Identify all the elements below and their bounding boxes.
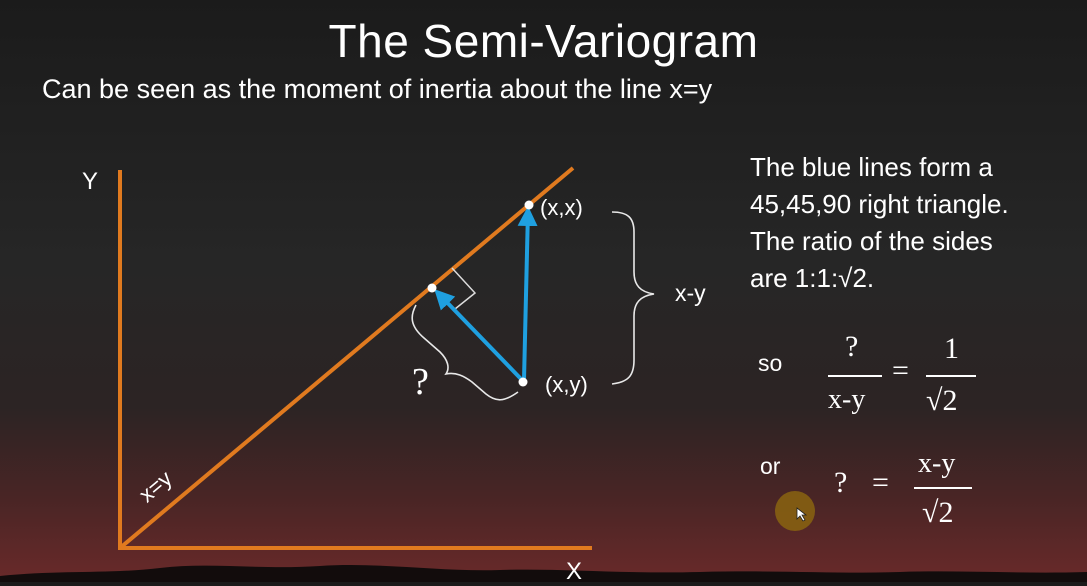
point-projection xyxy=(428,284,437,293)
x-axis-label: X xyxy=(566,558,583,585)
brace-left-label: ? xyxy=(412,361,429,403)
explanation-line-2: 45,45,90 right triangle. xyxy=(750,189,1009,219)
point-xy-label: (x,y) xyxy=(545,372,588,397)
explanation-line-1: The blue lines form a xyxy=(750,152,993,182)
point-xx xyxy=(525,201,534,210)
point-xx-label: (x,x) xyxy=(540,195,583,220)
eq2-right-numerator: x-y xyxy=(918,448,956,479)
right-brace xyxy=(612,212,654,384)
or-label: or xyxy=(760,453,781,479)
eq1-left-numerator: ? xyxy=(845,330,859,363)
brace-right-label: x-y xyxy=(675,280,706,306)
slide-title: The Semi-Variogram xyxy=(328,15,759,67)
slide-subtitle: Can be seen as the moment of inertia about the line x=y xyxy=(42,74,713,104)
point-xy xyxy=(519,378,528,387)
eq2-left: ? xyxy=(834,466,848,499)
diagonal-line xyxy=(120,168,573,548)
cursor-highlight xyxy=(775,491,815,531)
right-angle-marker xyxy=(452,268,475,309)
y-axis-label: Y xyxy=(82,168,99,195)
eq2-equals: = xyxy=(872,466,889,499)
so-label: so xyxy=(758,350,783,376)
diagonal-label: x=y xyxy=(134,465,177,508)
eq1-right-numerator: 1 xyxy=(944,332,959,365)
perpendicular-arrow xyxy=(437,292,522,380)
eq2-right-denominator: √2 xyxy=(922,496,954,529)
explanation-line-4: are 1:1:√2. xyxy=(750,263,875,293)
eq1-equals: = xyxy=(892,354,909,387)
vertical-arrow xyxy=(524,210,528,380)
eq1-left-denominator: x-y xyxy=(828,384,866,415)
background-hills xyxy=(0,560,1087,582)
eq1-right-denominator: √2 xyxy=(926,384,958,417)
explanation-line-3: The ratio of the sides xyxy=(750,226,993,256)
